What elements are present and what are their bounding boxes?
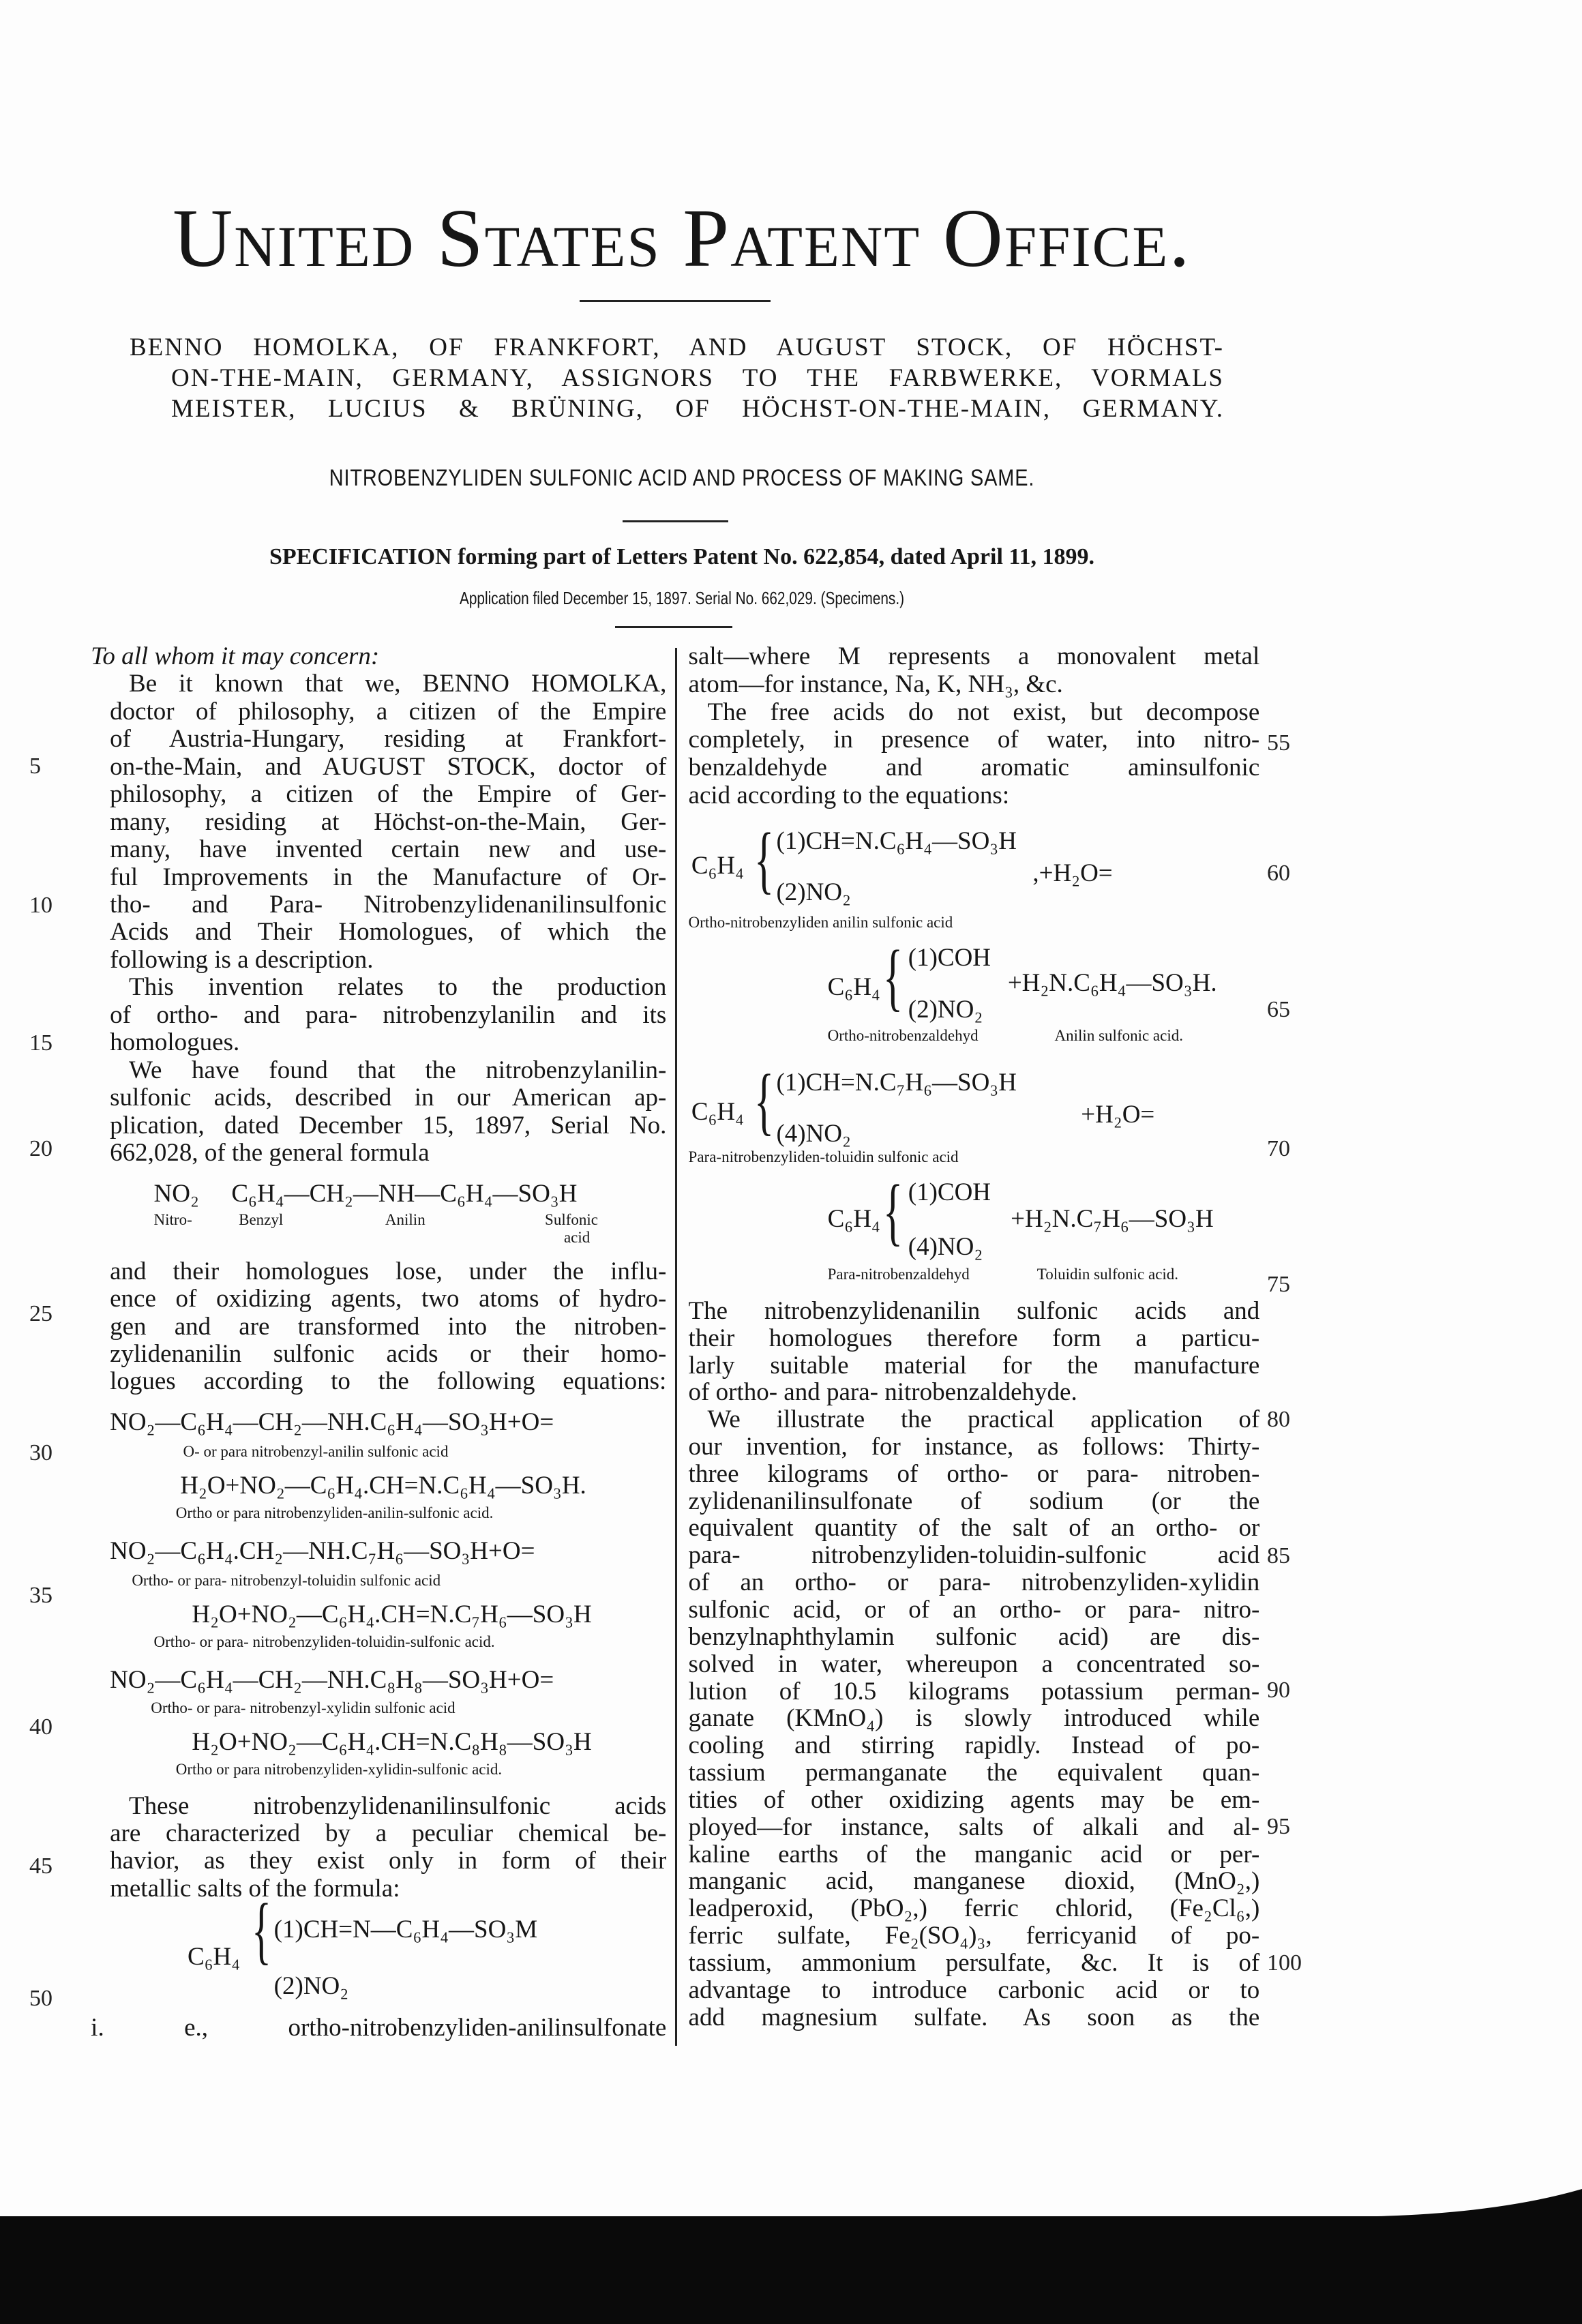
formula-substituent: (1)CH=N—C₆H₄—SO₃M [274,1916,537,1943]
divider-rule [615,626,732,628]
invention-title: NITROBENZYLIDEN SULFONIC ACID AND PROCESS OF MAKING SAME. [102,465,1262,492]
equation-rhs: +H₂N.C₆H₄—SO₃H. [1008,970,1217,997]
body-line: The nitrobenzylidenanilin sulfonic acids and [689,1298,1260,1325]
formula-substituent: (2)NO₂ [776,879,850,906]
formula-label: Anilin [385,1211,426,1229]
line-number: 30 [29,1440,53,1467]
line-number: 55 [1267,730,1290,757]
body-line: cooling and stirring rapidly. Instead of po- [689,1732,1260,1759]
body-line: ence of oxidizing agents, two atoms of hydro- [110,1285,666,1313]
body-line: ful Improvements in the Manufacture of Or- [110,864,666,891]
body-line: add magnesium sulfate. As soon as the [689,2004,1260,2031]
formula-label: Nitro- [154,1211,192,1229]
body-line: of ortho- and para- nitrobenzaldehyde. [689,1379,1077,1406]
equation-rhs: ,+H₂O= [1032,860,1112,887]
body-line: of Austria-Hungary, residing at Frankfort- [110,726,666,753]
equation-label: Ortho- or para- nitrobenzyl-toluidin sulfonic acid [132,1572,441,1590]
body-line: Be it known that we, BENNO HOMOLKA, [129,670,666,698]
body-line: philosophy, a citizen of the Empire of Ger- [110,781,666,808]
body-line: logues according to the following equations: [110,1368,666,1395]
body-line: of ortho- and para- nitrobenzylanilin and its [110,1002,666,1029]
body-line: plication, dated December 15, 1897, Serial No. [110,1112,666,1139]
equation-rhs: +H₂N.C₇H₆—SO₃H [1011,1206,1214,1233]
equation-label: Ortho- or para- nitrobenzyliden-toluidin-sulfonic acid. [154,1633,495,1651]
body-line: kaline earths of the manganic acid or per- [689,1841,1260,1868]
formula-radical: C₆H₄ [691,1099,744,1126]
equation-product: H₂O+NO₂—C₆H₄.CH=N.C₆H₄—SO₃H. [180,1472,586,1500]
body-line: manganic acid, manganese dioxid, (MnO₂,) [689,1868,1260,1895]
line-number: 95 [1267,1813,1290,1841]
body-line: i. e., ortho-nitrobenzyliden-anilinsulfonate [91,2014,666,2042]
body-line: tho- and Para- Nitrobenzylidenanilinsulfonic [110,891,666,919]
body-line: ployed—for instance, salts of alkali and al- [689,1814,1260,1841]
body-line: ferric sulfate, Fe₂(SO₄)₃, ferricyanid of po- [689,1922,1260,1950]
line-number: 100 [1267,1950,1302,1977]
formula-substituent: (4)NO₂ [776,1120,850,1148]
body-line: many, residing at Höchst-on-the-Main, Ger- [110,809,666,836]
line-number: 90 [1267,1677,1290,1704]
body-line: tassium, ammonium persulfate, &c. It is of [689,1950,1260,1977]
line-number: 80 [1267,1406,1290,1433]
equation-label: Ortho or para nitrobenzyliden-xylidin-sulfonic acid. [176,1761,502,1778]
line-number: 15 [29,1030,53,1057]
body-line: acid according to the equations: [689,782,1010,809]
brace-symbol: { [754,822,774,897]
body-line: completely, in presence of water, into nitro- [689,726,1260,754]
formula-substituent: (2)NO₂ [908,996,983,1024]
body-line: of an ortho- or para- nitrobenzyliden-xylidin [689,1569,1260,1596]
body-line: para- nitrobenzyliden-toluidin-sulfonic acid [689,1542,1260,1569]
equation-product: H₂O+NO₂—C₆H₄.CH=N.C₈H₈—SO₃H [192,1729,591,1756]
body-line: are characterized by a peculiar chemical be- [110,1820,666,1847]
formula-nitro: NO₂ [154,1180,199,1208]
formula-label: Sulfonic [545,1211,598,1229]
inventors-line-1: BENNO HOMOLKA, OF FRANKFORT, AND AUGUST STOCK, OF HÖCHST- [130,333,1224,363]
line-number: 50 [29,1985,53,2012]
equation-label: Ortho- or para- nitrobenzyl-xylidin sulfonic acid [151,1699,455,1717]
brace-symbol: { [883,939,903,1014]
body-line: benzylnaphthylamin sulfonic acid) are dis- [689,1624,1260,1651]
body-line: sulfonic acids, described in our American ap- [110,1084,666,1112]
line-number: 65 [1267,996,1290,1024]
body-line: tities of other oxidizing agents may be em- [689,1787,1260,1814]
line-number: 20 [29,1135,53,1163]
brace-symbol: { [754,1063,774,1138]
brace-symbol: { [883,1174,903,1249]
inventors-line-2: ON-THE-MAIN, GERMANY, ASSIGNORS TO THE FARBWERKE, VORMALS [171,363,1224,393]
equation-label: Para-nitrobenzaldehyd [828,1266,970,1283]
line-number: 10 [29,892,53,919]
equation-label: Toluidin sulfonic acid. [1037,1266,1178,1283]
body-line: The free acids do not exist, but decompose [707,699,1259,726]
body-line: our invention, for instance, as follows: Thirty- [689,1433,1260,1461]
body-line: on-the-Main, and AUGUST STOCK, doctor of [110,754,666,781]
body-line: Acids and Their Homologues, of which the [110,919,666,946]
divider-rule [580,300,771,302]
body-line: gen and are transformed into the nitroben- [110,1313,666,1341]
body-line: doctor of philosophy, a citizen of the Empire [110,698,666,726]
formula-substituent: (2)NO₂ [274,1973,348,2000]
formula-substituent: (1)COH [908,944,991,972]
body-line: three kilograms of ortho- or para- nitroben- [689,1461,1260,1488]
equation-label: Ortho or para nitrobenzyliden-anilin-sulfonic acid. [176,1504,494,1522]
body-line: larly suitable material for the manufacture [689,1352,1260,1380]
body-line: many, have invented certain new and use- [110,836,666,863]
line-number: 70 [1267,1135,1290,1163]
column-divider [675,648,677,2046]
body-line: equivalent quantity of the salt of an ortho- or [689,1515,1260,1542]
brace-symbol: { [252,1892,271,1967]
equation-reactant: NO₂—C₆H₄.CH₂—NH.C₇H₆—SO₃H+O= [110,1538,535,1565]
body-line: sulfonic acid, or of an ortho- or para- nitro- [689,1596,1260,1624]
equation-label: Ortho-nitrobenzyliden anilin sulfonic acid [689,914,953,932]
body-line: These nitrobenzylidenanilinsulfonic acids [129,1793,666,1820]
divider-rule [623,520,728,522]
specification-line: SPECIFICATION forming part of Letters Patent No. 622,854, dated April 11, 1899. [0,544,1364,570]
body-line: homologues. [110,1029,239,1056]
equation-reactant: NO₂—C₆H₄—CH₂—NH.C₆H₄—SO₃H+O= [110,1409,554,1436]
line-number: 85 [1267,1543,1290,1570]
equation-reactant: NO₂—C₆H₄—CH₂—NH.C₈H₈—SO₃H+O= [110,1667,554,1694]
body-line: zylidenanilinsulfonate of sodium (or the [689,1488,1260,1515]
equation-label: Anilin sulfonic acid. [1055,1027,1183,1045]
line-number: 45 [29,1853,53,1880]
formula-radical: C₆H₄ [828,1206,880,1233]
body-line: salt—where M represents a monovalent metal [689,643,1260,670]
line-number: 35 [29,1582,53,1609]
line-number: 25 [29,1300,53,1328]
formula-substituent: (1)COH [908,1179,991,1206]
equation-rhs: +H₂O= [1081,1101,1154,1129]
body-line: zylidenanilin sulfonic acids or their homo- [110,1341,666,1368]
equation-label: Para-nitrobenzyliden-toluidin sulfonic acid [689,1148,959,1166]
office-heading: United States Patent Office. [0,194,1364,283]
body-line: solved in water, whereupon a concentrated so- [689,1651,1260,1678]
line-number: 5 [29,753,41,780]
body-line: To all whom it may concern: [91,643,379,670]
equation-label: O- or para nitrobenzyl-anilin sulfonic acid [183,1443,449,1461]
body-line: This invention relates to the production [129,974,666,1001]
formula-substituent: (1)CH=N.C₆H₄—SO₃H [776,828,1017,855]
body-line: benzaldehyde and aromatic aminsulfonic [689,754,1260,781]
body-line: their homologues therefore form a particu- [689,1325,1260,1352]
body-line: tassium permanganate the equivalent quan- [689,1759,1260,1787]
general-formula: C₆H₄—CH₂—NH—C₆H₄—SO₃H [231,1180,577,1208]
body-line: atom—for instance, Na, K, NH₃, &c. [689,671,1063,698]
body-line: leadperoxid, (PbO₂,) ferric chlorid, (Fe₂Cl₆,) [689,1895,1260,1922]
formula-radical: C₆H₄ [188,1943,240,1971]
body-line: ganate (KMnO₄) is slowly introduced while [689,1705,1260,1732]
body-line: following is a description. [110,947,373,974]
application-line: Application filed December 15, 1897. Serial No. 662,029. (Specimens.) [136,588,1227,609]
body-line: havior, as they exist only in form of their [110,1847,666,1875]
body-line: and their homologues lose, under the influ- [110,1258,666,1285]
line-number: 75 [1267,1271,1290,1298]
body-line: metallic salts of the formula: [110,1875,400,1903]
body-line: advantage to introduce carbonic acid or to [689,1977,1260,2004]
formula-radical: C₆H₄ [828,974,880,1001]
formula-substituent: (1)CH=N.C₇H₆—SO₃H [776,1069,1017,1097]
inventors-line-3: MEISTER, LUCIUS & BRÜNING, OF HÖCHST-ON-THE-MAIN, GERMANY. [171,394,1224,424]
body-line: We illustrate the practical application of [707,1406,1259,1433]
body-line: lution of 10.5 kilograms potassium perman- [689,1678,1260,1705]
body-line: We have found that the nitrobenzylanilin- [129,1057,666,1084]
line-number: 40 [29,1714,53,1741]
equation-product: H₂O+NO₂—C₆H₄.CH=N.C₇H₆—SO₃H [192,1601,591,1628]
equation-label: Ortho-nitrobenzaldehyd [828,1027,979,1045]
formula-radical: C₆H₄ [691,852,744,880]
formula-label: acid [564,1229,590,1247]
formula-substituent: (4)NO₂ [908,1234,983,1261]
line-number: 60 [1267,860,1290,887]
body-line: 662,028, of the general formula [110,1139,430,1167]
formula-label: Benzyl [239,1211,283,1229]
patent-page [0,0,1582,2324]
